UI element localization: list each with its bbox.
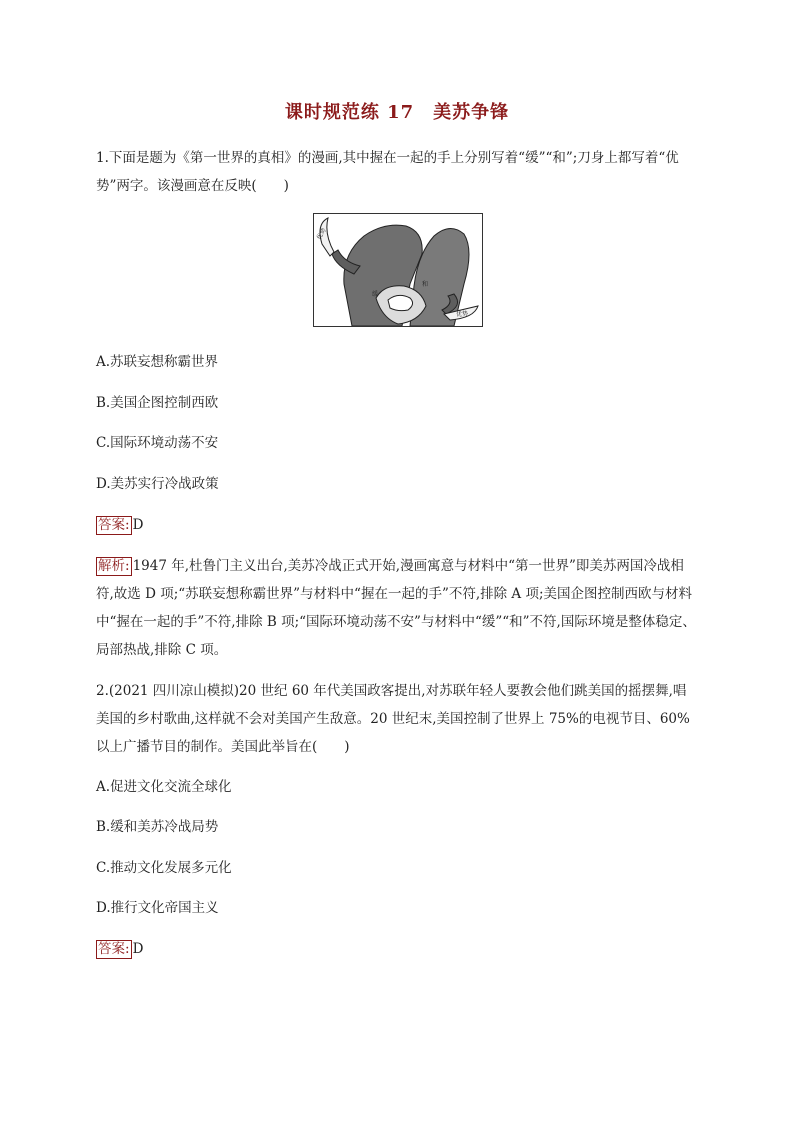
- q1-answer-row: [96, 515, 143, 535]
- q2-option-a: A.促进文化交流全球化: [96, 779, 232, 795]
- answer-tag: 答案:: [98, 517, 130, 533]
- cartoon-illustration: [314, 214, 482, 326]
- question-2-stem: 2.(2021 四川凉山模拟)20 世纪 60 年代美国政客提出,对苏联年轻人要教会他们跳美国的摇摆舞,唱美国的乡村歌曲,这样就不会对美国产生敌意。20 世纪末,美国控制了世界上 75%的电视节目、60%以上广播节目的制作。美国此举旨在( ): [96, 683, 690, 755]
- q2-option-d: D.推行文化帝国主义: [96, 900, 219, 916]
- q2-answer-row: [96, 939, 143, 959]
- answer-tag: 答案:: [98, 941, 130, 957]
- q1-option-b: B.美国企图控制西欧: [96, 395, 219, 411]
- q2-answer-value: D: [132, 941, 144, 957]
- question-1-stem: 1.下面是题为《第一世界的真相》的漫画,其中握在一起的手上分别写着“缓”“和”;刀身上都写着“优势”两字。该漫画意在反映( ): [96, 150, 679, 194]
- hand-left-label: 缓: [372, 291, 379, 298]
- q1-option-d: D.美苏实行冷战政策: [96, 476, 219, 492]
- knife-right-label: 优势: [456, 311, 469, 318]
- q1-analysis-text: 1947 年,杜鲁门主义出台,美苏冷战正式开始,漫画寓意与材料中“第一世界”即美苏两国冷战相符,故选 D 项;“苏联妄想称霸世界”与材料中“握在一起的手”不符,排除 A 项;美国企图控制西欧与材料中“握在一起的手”不符,排除 B 项;“国际环境动荡不安”与材料中“缓”“和”不符,国际环境是整体稳定、局部热战,排除 C 项。: [96, 558, 696, 658]
- hand-right-label: 和: [422, 281, 429, 288]
- q2-option-c: C.推动文化发展多元化: [96, 860, 232, 876]
- analysis-tag: 解析:: [98, 558, 130, 574]
- page-title: 课时规范练 17 美苏争锋: [284, 102, 510, 123]
- q2-option-b: B.缓和美苏冷战局势: [96, 819, 219, 835]
- cartoon-figure: [313, 213, 483, 327]
- q1-answer-value: D: [132, 517, 144, 533]
- knife-left-label: 优势: [315, 227, 328, 241]
- q1-option-a: A.苏联妄想称霸世界: [96, 354, 219, 370]
- q1-analysis: [96, 552, 696, 664]
- q1-option-c: C.国际环境动荡不安: [96, 435, 219, 451]
